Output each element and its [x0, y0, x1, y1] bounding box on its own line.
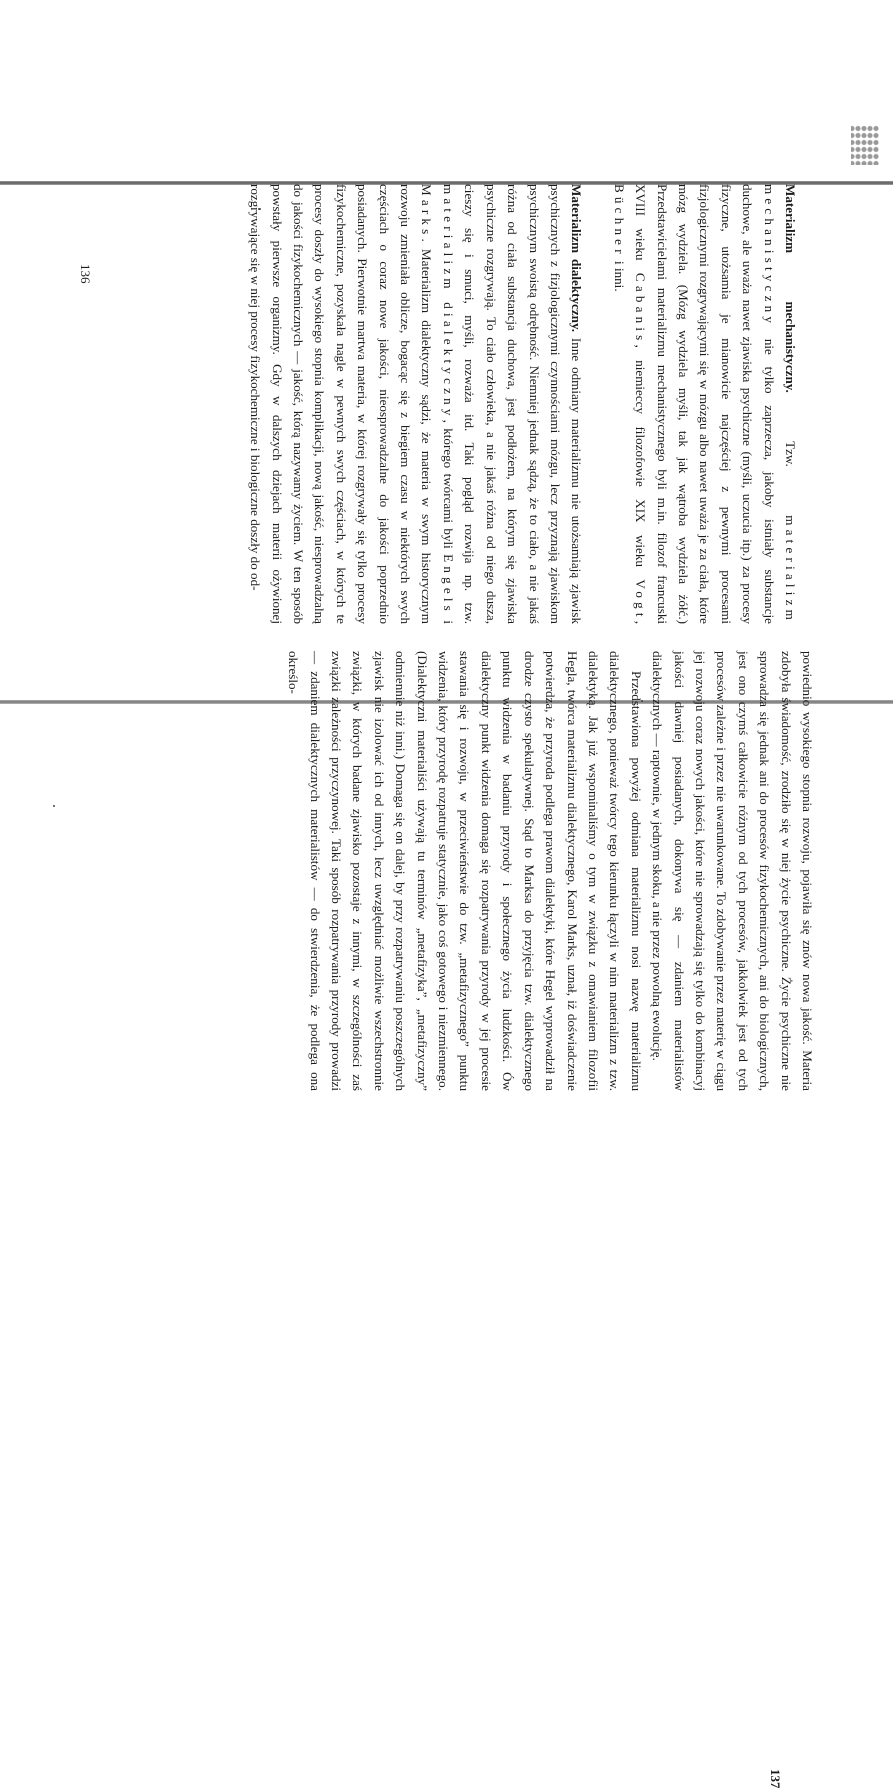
body-text: . Materializm dialektyczny sądzi, że materia w swym historycznym rozwoju zmieniała oblicze, bogacąc się z biegiem czasu w niektórych swych częściach o coraz nowe jakości, nieosprowadzalne do jakości poprzednio posiadanych. Pierwotnie martwa materia, w której rozgrywały się tylko procesy fizykochemiczne, pozyskała nagle w pewnych swych częściach, w których te procesy doszły do wysokiego stopnia komplikacji, nową jakość, niesprowadzalną do jakości fizykochemicznych — jakość, którą nazywamy życiem. W ten sposób powstały pierwsze organizmy. Gdy w dalszych dziejach materii ożywionej rozgrywające się w niej procesy fizykochemiczne i biologiczne doszły do od- [248, 184, 435, 624]
body-text: i inni. [611, 257, 627, 292]
spaced-emphasis-text: Engels [440, 554, 456, 615]
paragraph [245, 184, 588, 624]
body-text: , niemieccy filozofowie XIX wieku [633, 344, 649, 580]
page-number-left: 136 [78, 264, 93, 284]
page-number-right: 137 [768, 1769, 783, 1789]
spaced-emphasis-text: Marks [419, 184, 435, 239]
paragraph [608, 184, 801, 624]
paragraph-heading: Materializm dialektyczny. [569, 184, 585, 333]
spaced-emphasis-text: materializm dialektyczny [440, 184, 456, 420]
text-column-right [283, 651, 818, 1091]
body-text: i [440, 614, 456, 624]
spaced-emphasis-text: Cabanis [633, 272, 649, 345]
body-text: powiednio wysokiego stopnia rozwoju, pojawiła się znów nowa jakość. Materia zdobyła świadomość, zrodziło się w niej życie psychiczne. Życie psychiczne nie sprowadza się jednak ani do procesów fizykochemicznych, ani do biologicznych, jest ono czymś całkowicie różnym od tych procesów, jakkolwiek jest od tych procesów zależne i przez nie uwarunkowane. To zdobywanie przez materię w ciągu jej rozwoju coraz nowych jakości, które nie sprowadzają się tylko do kombinacyj jakości dawniej posiadanych, dokonywa się — zdaniem materialistów dialektycznych — raptownie, w jednym skoku, a nie przez powolną ewolucję. [650, 651, 815, 1091]
spaced-emphasis-text: Vogt [633, 579, 649, 621]
body-text: , którego twórcami byli [440, 419, 456, 555]
body-text: , [633, 620, 649, 624]
spaced-emphasis-text: materializm mechanistyczny [761, 184, 798, 624]
paragraph-heading: Materializm mechanistyczny. [783, 184, 798, 393]
page-136 [0, 0, 893, 630]
page-137 [0, 633, 893, 1789]
spaced-emphasis-text: Büchner [611, 184, 627, 258]
paragraph [647, 651, 818, 1091]
body-text: Tzw. [783, 392, 798, 516]
paragraph [283, 651, 647, 1091]
body-text: Przedstawiona powyżej odmiana materializmu nosi nazwę materializmu dialektycznego, ponieważ twórcy tego kierunku łączyli w nim materializm z tzw. dialektyką. Jak już wspominaliśmy o tym w związku z omawianiem filozofii Hegla, twórca materializmu dialektycznego, Karol Marks, uznał, iż doświadczenie potwierdza, że przyroda podlega prawom dialektyki, które Hegel wyprowadził na drodze czysto spekulatywnej. Stąd to Marksa do przyjęcia tzw. dialektycznego punktu widzenia w badaniu przyrody i społecznego życia ludzkości. Ów dialektyczny punkt widzenia domaga się rozpatrywania przyrody w jej procesie stawania się i rozwoju, w przeciwieństwie do tzw. „metafizycznego” punktu widzenia, który przyrodę rozpatruje statycznie, jako coś gotowego i niezmiennego. (Dialektyczni materialiści używają tu terminów „metafizyka”, „metafizyczny” odmiennie niż inni.) Domaga się on dalej, by przy rozpatrywaniu poszczególnych zjawisk nie izolować ich od innych, lecz uwzględniać możliwie wszechstronnie związki, w których badane zjawisko pozostaje z innymi, w szczególności zaś związki zależności przyczynowej. Taki sposób rozpatrywania przyrody prowadzi — zdaniem dialektycznych materialistów — do stwierdzenia, że podlega ona określo- [286, 651, 644, 1091]
body-text: Inne odmiany materializmu nie utożsamiają zjawisk psychicznych z fizjologicznymi czynnościami mózgu, lecz przyznają zjawiskom psychicznym swoistą odrębność. Niemniej jednak sądzą, że to ciało, a nie jakaś różna od ciała substancja duchowa, jest podłożem, na którym się zjawiska psychiczne rozgrywają. To ciało człowieka, a nie jakaś różna od niego dusza, cieszy się i smuci, myśli, rozważa itd. Taki pogląd rozwija np. tzw. [462, 184, 585, 624]
body-text: nie tylko zaprzecza, jakoby istniały substancje duchowe, ale uważa nawet zjawiska psychiczne (myśli, uczucia itp.) za procesy fizyczne, utożsamia je mianowicie najczęściej z pewnymi procesami fizjologicznymi rozgrywającymi się w mózgu albo nawet uważa je za ciała, które mózg wydziela. (Mózg wydziela myśli, tak jak wątroba wydziela żółć.) Przedstawicielami materializmu mechanistycznego byli m.in. filozof francuski XVIII wieku [633, 184, 777, 624]
text-column-left [245, 184, 801, 624]
